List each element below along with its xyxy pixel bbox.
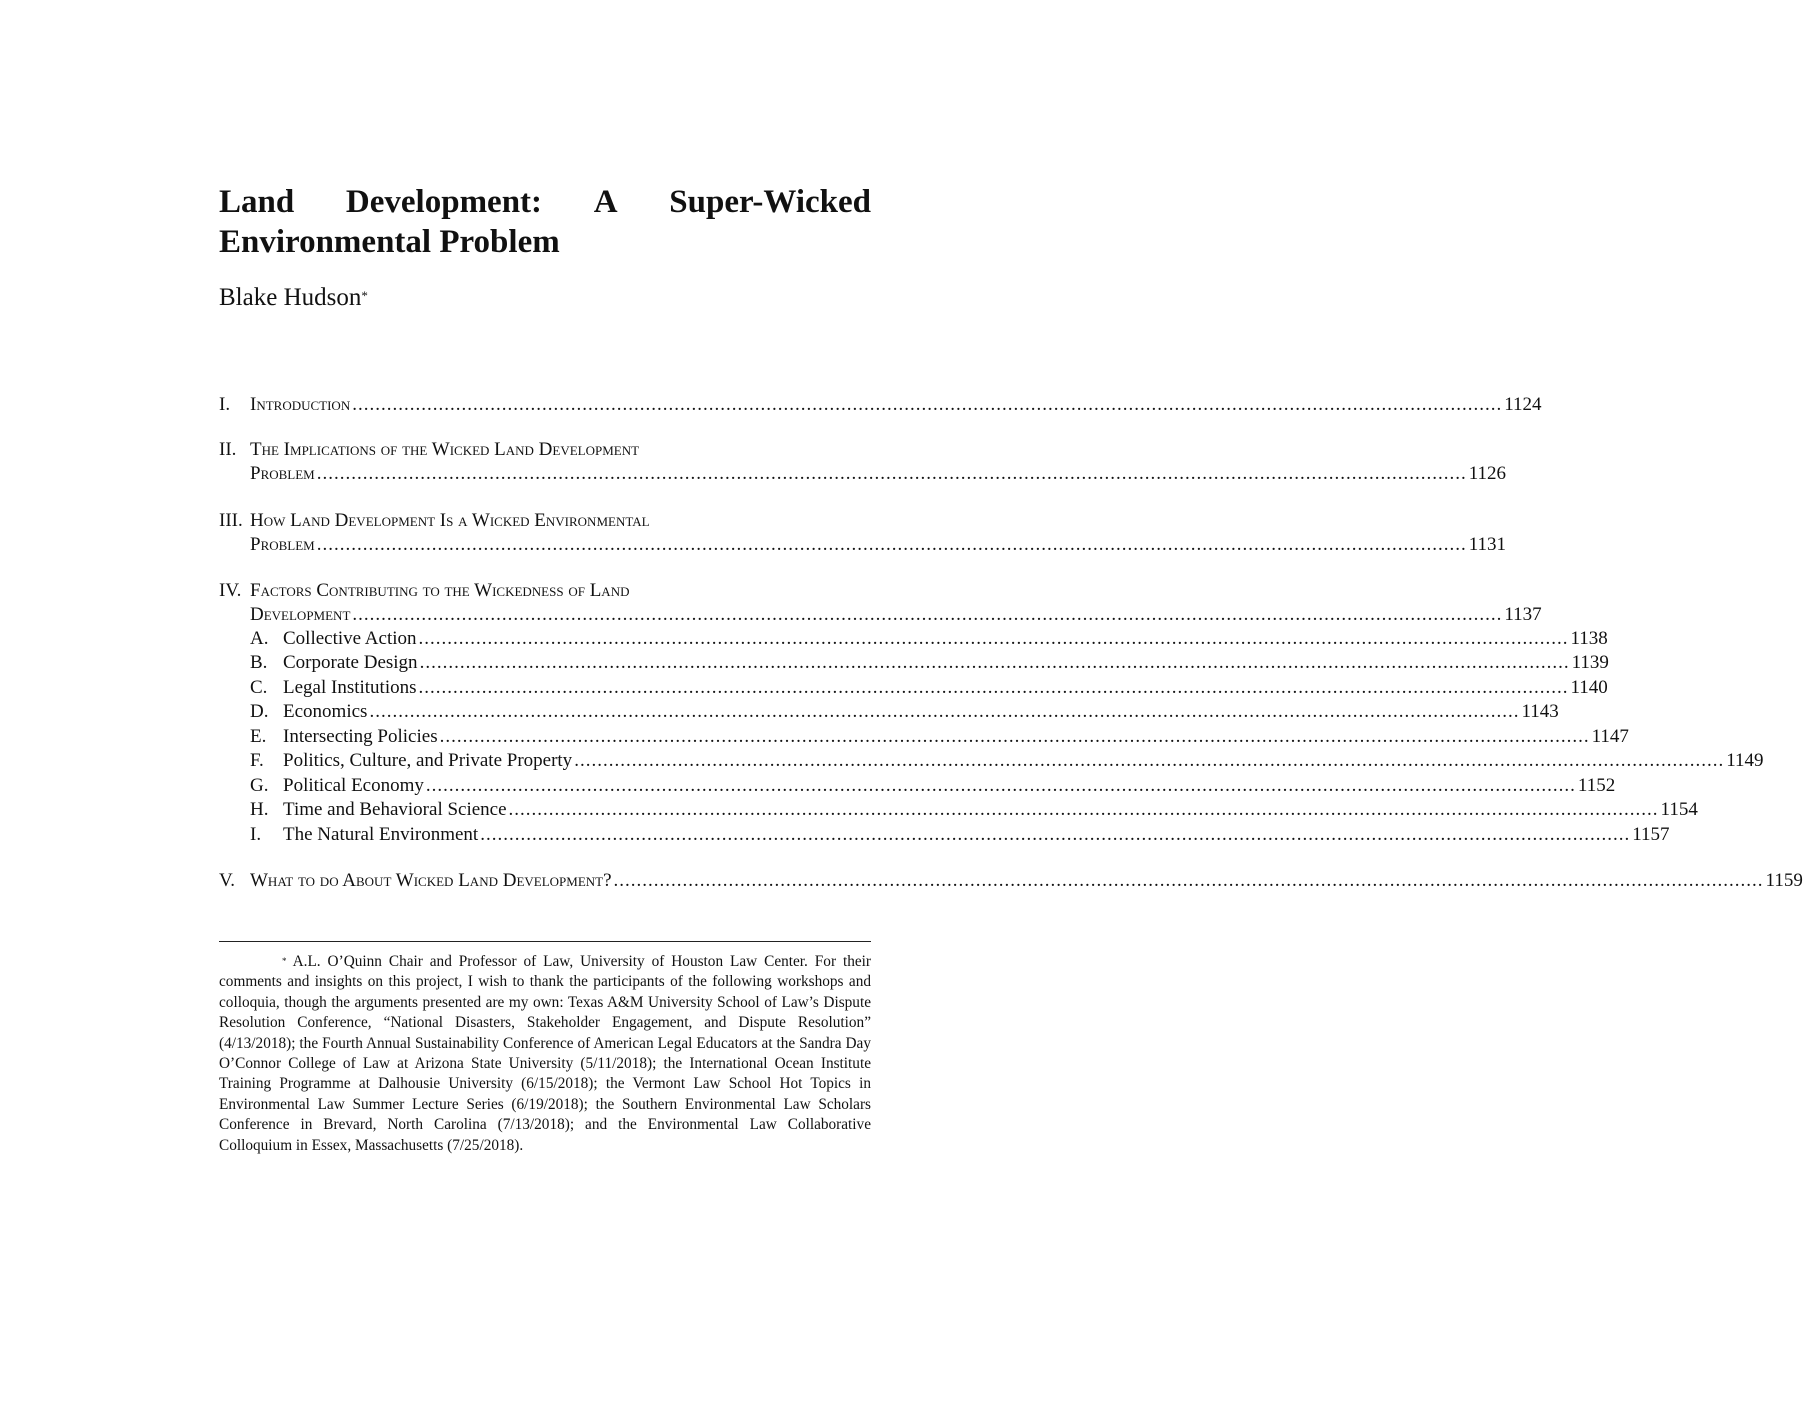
title-line-1 <box>219 182 871 222</box>
toc-label: Intersecting Policies <box>283 726 438 747</box>
toc-page: 1157 <box>1632 824 1670 845</box>
dot-leader: ........................................................................................................................................................................................................ <box>419 652 1570 673</box>
toc-label: Corporate Design <box>283 652 418 673</box>
toc-entry-implications <box>219 437 871 461</box>
toc-entry-how-wicked-cont <box>219 532 1507 556</box>
toc-label: What to do About Wicked Land Development? <box>250 870 612 891</box>
footnote <box>219 952 871 1156</box>
toc-entry-implications-cont <box>219 461 1507 485</box>
toc-number: G. <box>250 775 269 796</box>
toc-label: How Land Development Is a Wicked Environmental <box>250 510 650 531</box>
dot-leader: ........................................................................................................................................................................................................ <box>316 463 1467 484</box>
title-word: A <box>593 184 618 220</box>
dot-leader: ........................................................................................................................................................................................................ <box>418 677 1569 698</box>
toc-label: Problem <box>250 463 315 484</box>
toc-page: 1138 <box>1570 628 1608 649</box>
footnote-text: A.L. O’Quinn Chair and Professor of Law, University of Houston Law Center. For their comments and insights on this project, I wish to thank the participants of the following workshops and colloquia, though the arguments presented are my own: Texas A&M University School of Law’s Dispute Resolution Conference, “National Disasters, Stakeholder Engagement, and Dispute Resolution” (4/13/2018); the Fourth Annual Sustainability Conference of American Legal Educators at the Sandra Day O’Connor College of Law at Arizona State University (5/11/2018); the International Ocean Institute Training Programme at Dalhousie University (6/15/2018); the Vermont Law School Hot Topics in Environmental Law Summer Lecture Series (6/19/2018); the Southern Environmental Law Scholars Conference in Brevard, North Carolina (7/13/2018); and the Environmental Law Collaborative Colloquium in Essex, Massachusetts (7/25/2018). <box>219 953 872 1154</box>
toc-label: Introduction <box>250 394 351 415</box>
toc-page: 1131 <box>1468 534 1507 555</box>
toc-page: 1159 <box>1765 870 1803 891</box>
title-word: Development: <box>345 184 543 220</box>
dot-leader: ........................................................................................................................................................................................................ <box>425 775 1576 796</box>
toc-entry-factors <box>219 578 871 602</box>
toc-page: 1137 <box>1504 604 1542 625</box>
toc-number: II. <box>219 439 237 460</box>
toc-number: I. <box>250 824 262 845</box>
toc-page: 1143 <box>1521 701 1559 722</box>
toc-subentry <box>219 626 1608 650</box>
toc-number: H. <box>250 799 269 820</box>
toc-number: A. <box>250 628 269 649</box>
author-name: Blake Hudson <box>219 284 362 311</box>
toc-page: 1154 <box>1660 799 1698 820</box>
toc-subentry <box>219 650 1609 674</box>
toc-label: Factors Contributing to the Wickedness of Land <box>250 580 630 601</box>
dot-leader: ........................................................................................................................................................................................................ <box>352 604 1503 625</box>
toc-number: I. <box>219 394 231 415</box>
toc-subentry <box>219 675 1608 699</box>
toc-label: Politics, Culture, and Private Property <box>283 750 573 771</box>
title-word: Super-Wicked <box>669 184 871 220</box>
toc-number: C. <box>250 677 268 698</box>
toc-label: Problem <box>250 534 315 555</box>
toc-number: E. <box>250 726 267 747</box>
toc-page: 1140 <box>1570 677 1608 698</box>
dot-leader: ........................................................................................................................................................................................................ <box>574 750 1725 771</box>
toc-label: Collective Action <box>283 628 417 649</box>
dot-leader: ........................................................................................................................................................................................................ <box>480 824 1631 845</box>
footnote-mark: * <box>282 956 287 966</box>
toc-page: 1149 <box>1726 750 1764 771</box>
toc-label: Development <box>250 604 351 625</box>
toc-subentry <box>219 699 1559 723</box>
toc-number: B. <box>250 652 268 673</box>
toc-entry-factors-cont <box>219 602 1542 626</box>
toc-subentry <box>219 724 1629 748</box>
toc-subentry <box>219 773 1616 797</box>
toc-number: D. <box>250 701 269 722</box>
dot-leader: ........................................................................................................................................................................................................ <box>508 799 1659 820</box>
footnote-divider <box>219 941 871 942</box>
toc-number: III. <box>219 510 243 531</box>
toc-number: V. <box>219 870 236 891</box>
toc-entry-introduction <box>219 392 1542 416</box>
toc-label: The Implications of the Wicked Land Development <box>250 439 640 460</box>
toc-label: The Natural Environment <box>283 824 479 845</box>
dot-leader: ........................................................................................................................................................................................................ <box>369 701 1520 722</box>
dot-leader: ........................................................................................................................................................................................................ <box>439 726 1590 747</box>
toc-page: 1152 <box>1577 775 1616 796</box>
toc-entry-how-wicked <box>219 508 871 532</box>
author-footnote-mark: * <box>361 288 368 303</box>
dot-leader: ........................................................................................................................................................................................................ <box>613 870 1764 891</box>
article-title <box>219 182 871 262</box>
toc-label: Political Economy <box>283 775 424 796</box>
toc-subentry <box>219 748 1764 772</box>
title-word: Land <box>219 184 295 220</box>
author-byline <box>219 282 368 314</box>
toc-page: 1147 <box>1591 726 1629 747</box>
toc-label: Time and Behavioral Science <box>283 799 507 820</box>
toc-label: Legal Institutions <box>283 677 417 698</box>
dot-leader: ........................................................................................................................................................................................................ <box>418 628 1569 649</box>
toc-subentry <box>219 822 1670 846</box>
toc-number: F. <box>250 750 264 771</box>
dot-leader: ........................................................................................................................................................................................................ <box>316 534 1467 555</box>
toc-entry-what-to-do <box>219 868 1803 892</box>
dot-leader: ........................................................................................................................................................................................................ <box>352 394 1503 415</box>
toc-page: 1126 <box>1468 463 1507 484</box>
toc-page: 1139 <box>1571 652 1609 673</box>
toc-label: Economics <box>283 701 368 722</box>
toc-page: 1124 <box>1504 394 1542 415</box>
toc-subentry <box>219 797 1698 821</box>
title-line-2: Environmental Problem <box>219 224 560 260</box>
toc-number: IV. <box>219 580 242 601</box>
